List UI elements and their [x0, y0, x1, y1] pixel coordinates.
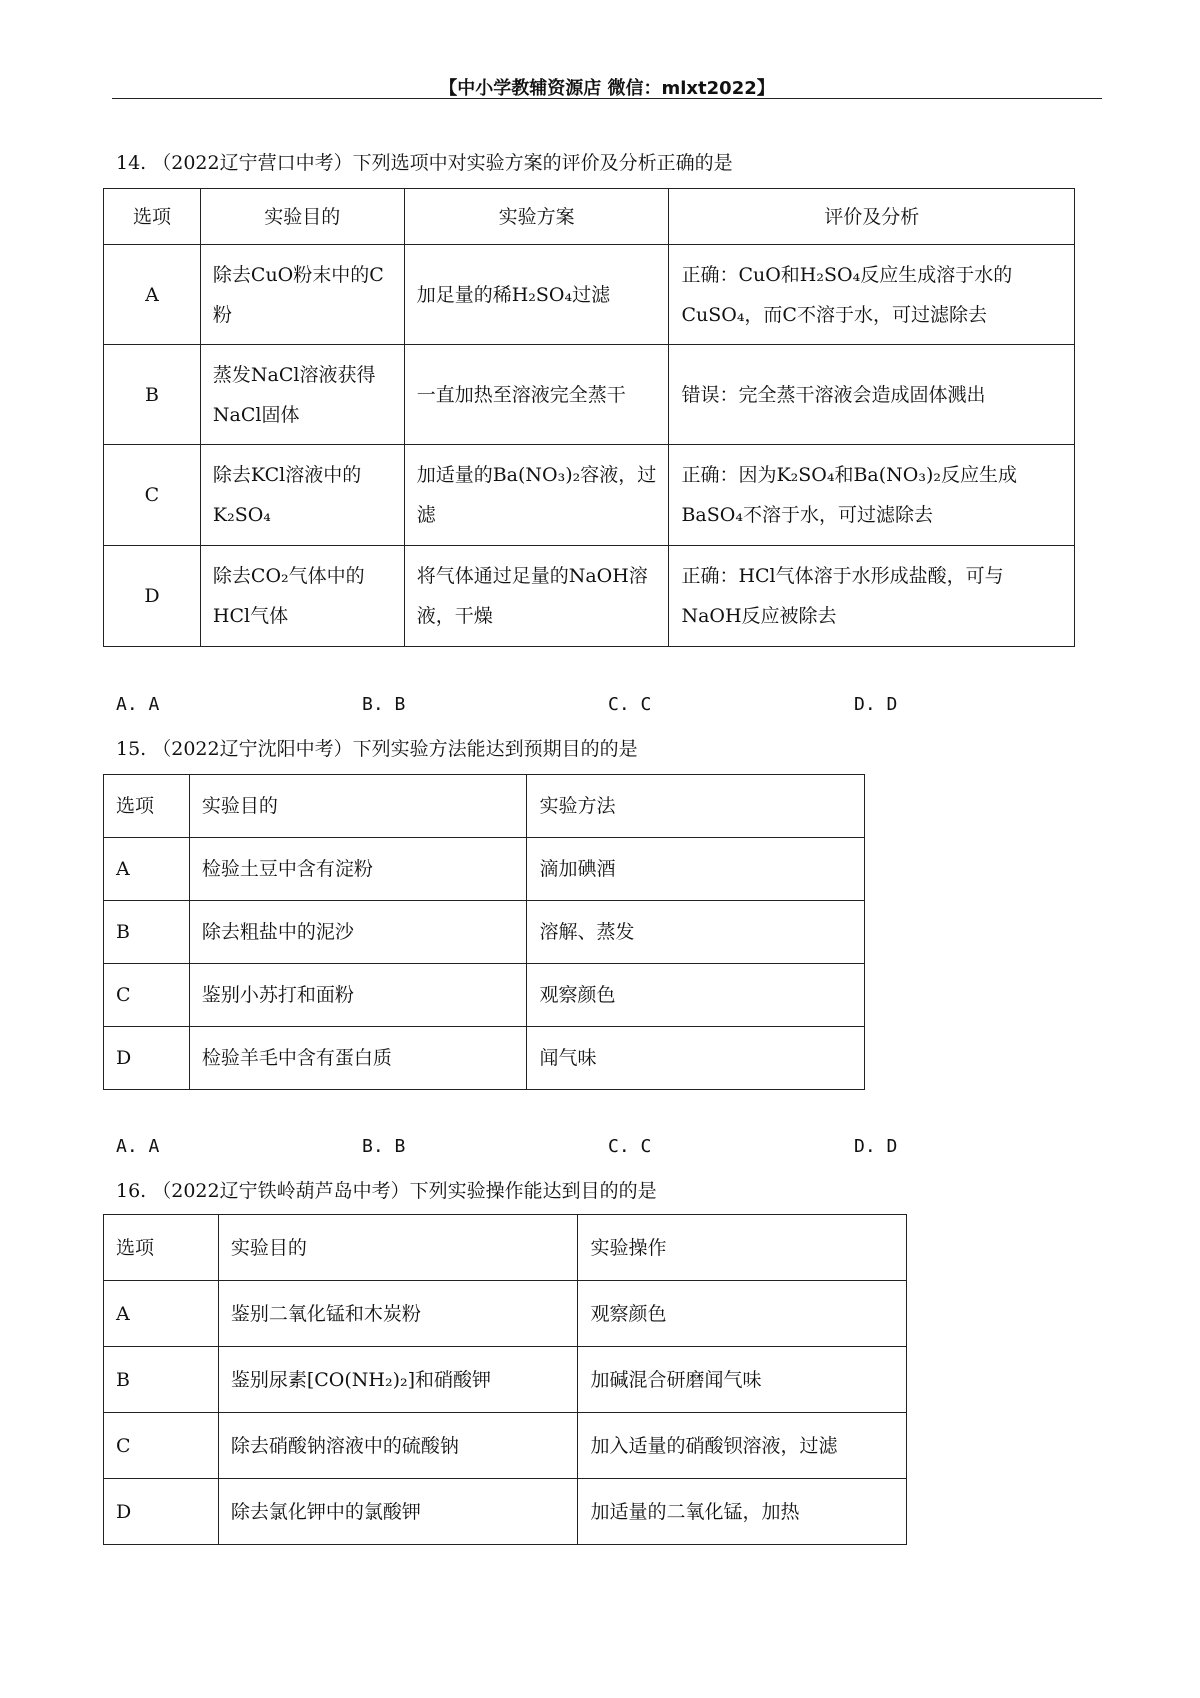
question-14-title: 14. （2022辽宁营口中考）下列选项中对实验方案的评价及分析正确的是	[116, 152, 733, 174]
goal-cell: 除去CO₂气体中的HCl气体	[200, 546, 404, 647]
table-row	[104, 245, 1075, 345]
header-cell: 选项	[104, 775, 190, 838]
method-cell: 滴加碘酒	[527, 838, 865, 901]
option-cell: A	[104, 838, 190, 901]
option-cell: B	[104, 901, 190, 964]
option-cell: A	[104, 245, 201, 345]
goal-cell: 除去粗盐中的泥沙	[189, 901, 527, 964]
table-row	[104, 1027, 865, 1090]
option-cell: B	[104, 1347, 219, 1413]
goal-cell: 检验土豆中含有淀粉	[189, 838, 527, 901]
method-cell: 溶解、蒸发	[527, 901, 865, 964]
header-cell: 实验方案	[404, 189, 669, 245]
table-row	[104, 838, 865, 901]
plan-cell: 将气体通过足量的NaOH溶液，干燥	[404, 546, 669, 647]
header-cell: 评价及分析	[669, 189, 1075, 245]
choice-c[interactable]: C. C	[608, 694, 652, 715]
option-cell: D	[104, 1479, 219, 1545]
header-cell: 实验目的	[189, 775, 527, 838]
method-cell: 闻气味	[527, 1027, 865, 1090]
page-header: 【中小学教辅资源店 微信：mlxt2022】	[439, 78, 775, 99]
table-row	[104, 1347, 907, 1413]
operation-cell: 加碱混合研磨闻气味	[578, 1347, 907, 1413]
header-cell: 实验目的	[200, 189, 404, 245]
option-cell: C	[104, 964, 190, 1027]
question-15-title: 15. （2022辽宁沈阳中考）下列实验方法能达到预期目的的是	[116, 738, 638, 760]
question-16-table	[103, 1214, 907, 1545]
plan-cell: 加足量的稀H₂SO₄过滤	[404, 245, 669, 345]
choice-b[interactable]: B. B	[362, 694, 406, 715]
table-row	[104, 1413, 907, 1479]
header-cell: 实验目的	[218, 1215, 578, 1281]
choice-d[interactable]: D. D	[854, 694, 898, 715]
choice-b[interactable]: B. B	[362, 1136, 406, 1157]
choice-a[interactable]: A. A	[116, 694, 160, 715]
header-cell: 选项	[104, 189, 201, 245]
method-cell: 观察颜色	[527, 964, 865, 1027]
table-header-row	[104, 775, 865, 838]
goal-cell: 除去硝酸钠溶液中的硫酸钠	[218, 1413, 578, 1479]
eval-cell: 正确：因为K₂SO₄和Ba(NO₃)₂反应生成BaSO₄不溶于水，可过滤除去	[669, 445, 1075, 546]
eval-cell: 正确：CuO和H₂SO₄反应生成溶于水的CuSO₄，而C不溶于水，可过滤除去	[669, 245, 1075, 345]
operation-cell: 加入适量的硝酸钡溶液，过滤	[578, 1413, 907, 1479]
table-row	[104, 964, 865, 1027]
table-header-row	[104, 189, 1075, 245]
table-row	[104, 546, 1075, 647]
option-cell: A	[104, 1281, 219, 1347]
header-cell: 实验操作	[578, 1215, 907, 1281]
goal-cell: 鉴别二氧化锰和木炭粉	[218, 1281, 578, 1347]
option-cell: C	[104, 445, 201, 546]
question-16-title: 16. （2022辽宁铁岭葫芦岛中考）下列实验操作能达到目的的是	[116, 1180, 657, 1202]
choice-a[interactable]: A. A	[116, 1136, 160, 1157]
goal-cell: 鉴别小苏打和面粉	[189, 964, 527, 1027]
header-divider	[112, 98, 1102, 99]
goal-cell: 除去氯化钾中的氯酸钾	[218, 1479, 578, 1545]
header-cell: 选项	[104, 1215, 219, 1281]
question-14-table	[103, 188, 1075, 647]
goal-cell: 除去CuO粉末中的C粉	[200, 245, 404, 345]
choice-d[interactable]: D. D	[854, 1136, 898, 1157]
plan-cell: 一直加热至溶液完全蒸干	[404, 345, 669, 445]
choice-c[interactable]: C. C	[608, 1136, 652, 1157]
operation-cell: 加适量的二氧化锰，加热	[578, 1479, 907, 1545]
table-header-row	[104, 1215, 907, 1281]
goal-cell: 蒸发NaCl溶液获得NaCl固体	[200, 345, 404, 445]
option-cell: B	[104, 345, 201, 445]
option-cell: D	[104, 1027, 190, 1090]
table-row	[104, 1281, 907, 1347]
eval-cell: 错误：完全蒸干溶液会造成固体溅出	[669, 345, 1075, 445]
goal-cell: 除去KCl溶液中的K₂SO₄	[200, 445, 404, 546]
eval-cell: 正确：HCl气体溶于水形成盐酸，可与NaOH反应被除去	[669, 546, 1075, 647]
plan-cell: 加适量的Ba(NO₃)₂容液，过滤	[404, 445, 669, 546]
table-row	[104, 901, 865, 964]
question-15-table	[103, 774, 865, 1090]
header-cell: 实验方法	[527, 775, 865, 838]
table-row	[104, 445, 1075, 546]
option-cell: C	[104, 1413, 219, 1479]
option-cell: D	[104, 546, 201, 647]
table-row	[104, 345, 1075, 445]
goal-cell: 鉴别尿素[CO(NH₂)₂]和硝酸钾	[218, 1347, 578, 1413]
operation-cell: 观察颜色	[578, 1281, 907, 1347]
goal-cell: 检验羊毛中含有蛋白质	[189, 1027, 527, 1090]
table-row	[104, 1479, 907, 1545]
